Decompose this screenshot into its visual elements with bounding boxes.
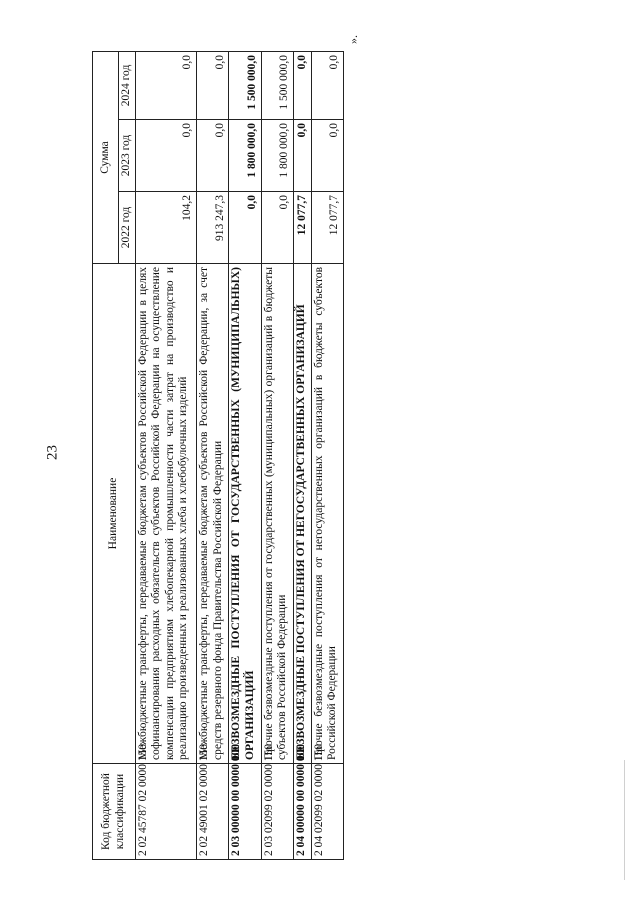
row-value-2023: 0,0 (135, 120, 196, 192)
row-value-2024: 0,0 (293, 51, 311, 119)
table-row (229, 51, 261, 859)
row-value-2024: 0,0 (135, 51, 196, 119)
header-code: Код бюджетной классификации (93, 764, 136, 860)
row-value-2022: 104,2 (135, 192, 196, 264)
header-sum: Сумма (93, 51, 119, 263)
row-code: 2 04 02099 02 0000 150 (311, 764, 343, 860)
row-value-2022: 913 247,3 (196, 192, 228, 264)
table-row (261, 51, 293, 859)
table-row (311, 51, 343, 859)
row-value-2022: 0,0 (229, 192, 261, 264)
header-year-2024: 2024 год (119, 51, 136, 119)
header-year-2023: 2023 год (119, 120, 136, 192)
row-name: БЕЗВОЗМЕЗДНЫЕ ПОСТУПЛЕНИЯ ОТ НЕГОСУДАРСТВЕННЫХ ОРГАНИЗАЦИЙ (293, 264, 311, 764)
table-row (293, 51, 311, 859)
header-year-2022: 2022 год (119, 192, 136, 264)
table-row (135, 51, 196, 859)
row-code: 2 04 00000 00 0000 000 (293, 764, 311, 860)
table-row (196, 51, 228, 859)
row-value-2024: 0,0 (311, 51, 343, 119)
row-name: Прочие безвозмездные поступления от негосударственных организаций в бюджеты субъектов Российской Федерации (311, 264, 343, 764)
row-value-2023: 0,0 (293, 120, 311, 192)
row-name: Межбюджетные трансферты, передаваемые бюджетам субъектов Российской Федерации в целях софинансирования расходных обязательств субъектов Российской Федерации на осуществление компенсации предприятиям хлебопекарной промышленности части затрат на производство и реализацию произведенных и реализованных хлеба и хлебобулочных изделий (135, 264, 196, 764)
row-value-2024: 0,0 (196, 51, 228, 119)
row-value-2023: 1 800 000,0 (261, 120, 293, 192)
row-code: 2 03 00000 00 0000 000 (229, 764, 261, 860)
row-value-2022: 12 077,7 (311, 192, 343, 264)
budget-table-rotated (92, 52, 344, 860)
row-name: БЕЗВОЗМЕЗДНЫЕ ПОСТУПЛЕНИЯ ОТ ГОСУДАРСТВЕННЫХ (МУНИЦИПАЛЬНЫХ) ОРГАНИЗАЦИЙ (229, 264, 261, 764)
trailing-mark: ». (346, 35, 360, 44)
margin-line (624, 760, 625, 880)
row-code: 2 03 02099 02 0000 150 (261, 764, 293, 860)
row-value-2023: 1 800 000,0 (229, 120, 261, 192)
page-number: 23 (44, 445, 61, 460)
budget-table-container (92, 52, 344, 860)
row-value-2024: 1 500 000,0 (261, 51, 293, 119)
row-value-2022: 12 077,7 (293, 192, 311, 264)
header-name: Наименование (93, 264, 136, 764)
row-name: Межбюджетные трансферты, передаваемые бюджетам субъектов Российской Федерации, за счет средств резервного фонда Правительства Российской Федерации (196, 264, 228, 764)
row-value-2024: 1 500 000,0 (229, 51, 261, 119)
row-code: 2 02 49001 02 0000 150 (196, 764, 228, 860)
row-name: Прочие безвозмездные поступления от государственных (муниципальных) организаций в бюджеты субъектов Российской Федерации (261, 264, 293, 764)
row-value-2023: 0,0 (311, 120, 343, 192)
row-value-2023: 0,0 (196, 120, 228, 192)
budget-table (92, 51, 344, 860)
row-value-2022: 0,0 (261, 192, 293, 264)
row-code: 2 02 45787 02 0000 150 (135, 764, 196, 860)
